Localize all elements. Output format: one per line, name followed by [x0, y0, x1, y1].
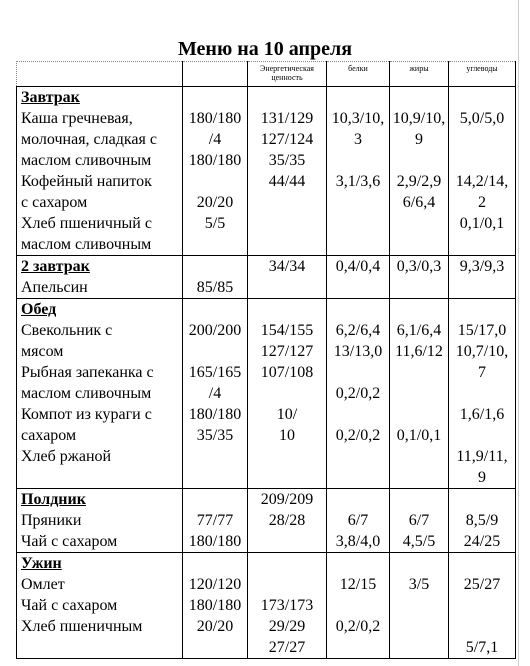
- weight-cell: [183, 87, 248, 256]
- cell-line: [327, 87, 389, 108]
- page-edge-line: [518, 0, 519, 666]
- cell-line: [327, 150, 389, 171]
- cell-line: маслом сливочным: [21, 236, 152, 253]
- weight-cell: [183, 489, 248, 553]
- energy-cell: [248, 299, 327, 489]
- protein-cell: [327, 553, 390, 659]
- cell-line: 35/35: [196, 427, 234, 444]
- cell-line: 9: [478, 469, 486, 486]
- weight-cell: [183, 256, 248, 299]
- fat-cell: [390, 553, 449, 659]
- cell-line: мясом: [21, 343, 64, 360]
- cell-line: 34/34: [268, 258, 306, 275]
- cell-line: [390, 150, 448, 171]
- cell-line: [327, 595, 389, 616]
- cell-line: 5/5: [204, 215, 226, 232]
- carb-cell: [449, 489, 516, 553]
- cell-line: 6/7: [347, 512, 369, 529]
- meal-section-row: [17, 299, 516, 489]
- cell-line: [390, 595, 448, 616]
- cell-line: [390, 553, 448, 574]
- fat-cell: [390, 489, 449, 553]
- cell-line: [327, 489, 389, 510]
- cell-line: 9: [415, 131, 423, 148]
- cell-line: 180/180: [188, 406, 242, 423]
- cell-line: [183, 234, 247, 255]
- cell-line: [390, 87, 448, 108]
- cell-line: [183, 446, 247, 467]
- cell-line: 24/25: [463, 533, 501, 550]
- cell-line: 35/35: [268, 152, 306, 169]
- table-header-row: [17, 62, 516, 87]
- cell-line: 12/15: [339, 576, 377, 593]
- cell-line: [248, 553, 326, 574]
- cell-line: [183, 341, 247, 362]
- cell-line: 0,4/0,4: [335, 258, 381, 275]
- cell-line: Свекольник с: [21, 322, 113, 339]
- cell-line: [327, 553, 389, 574]
- carb-cell: [449, 256, 516, 299]
- cell-line: 6/6,4: [402, 194, 436, 211]
- cell-line: 107/108: [260, 364, 314, 381]
- cell-line: [390, 616, 448, 637]
- cell-line: 127/127: [260, 343, 314, 360]
- page-title: Меню на 10 апреля: [177, 38, 353, 60]
- fat-cell: [390, 256, 449, 299]
- cell-line: Каша гречневая,: [21, 110, 133, 127]
- cell-line: Чай с сахаром: [21, 597, 118, 614]
- cell-line: [449, 553, 515, 574]
- cell-line: [327, 446, 389, 467]
- cell-line: 10: [279, 427, 295, 444]
- cell-line: [390, 383, 448, 404]
- cell-line: [183, 87, 247, 108]
- cell-line: 0,1/0,1: [396, 427, 442, 444]
- cell-line: [327, 277, 389, 298]
- cell-line: [248, 446, 326, 467]
- carb-cell: [449, 87, 516, 256]
- cell-line: Рыбная запеканка с: [21, 364, 154, 381]
- cell-line: 10,3/10,: [331, 110, 385, 127]
- cell-line: 27/27: [268, 639, 306, 656]
- cell-line: [449, 87, 515, 108]
- cell-line: Омлет: [21, 576, 65, 593]
- dish-name-cell: [17, 256, 183, 299]
- cell-line: 1,6/1,6: [459, 406, 505, 423]
- cell-line: [390, 213, 448, 234]
- cell-line: [449, 277, 515, 298]
- cell-line: [183, 489, 247, 510]
- cell-line: 6/7: [408, 512, 430, 529]
- cell-line: 0,2/0,2: [335, 618, 381, 635]
- meal-heading: Завтрак: [21, 89, 80, 106]
- cell-line: 14,2/14,: [455, 173, 509, 190]
- weight-cell: [183, 299, 248, 489]
- cell-line: 3: [354, 131, 362, 148]
- cell-line: /4: [208, 385, 222, 402]
- cell-line: [183, 256, 247, 277]
- meal-heading: 2 завтрак: [21, 258, 90, 275]
- protein-cell: [327, 256, 390, 299]
- cell-line: Пряники: [21, 512, 82, 529]
- cell-line: 154/155: [260, 322, 314, 339]
- cell-line: [390, 446, 448, 467]
- cell-line: [449, 595, 515, 616]
- cell-line: 11,9/11,: [456, 448, 508, 465]
- header-protein-cell: белки: [327, 62, 390, 87]
- cell-line: 2,9/2,9: [396, 173, 442, 190]
- header-weight-cell: [183, 62, 248, 87]
- cell-line: [248, 277, 326, 298]
- cell-line: [449, 489, 515, 510]
- cell-line: [248, 383, 326, 404]
- fat-cell: [390, 87, 449, 256]
- protein-cell: [327, 489, 390, 553]
- meal-section-row: [17, 87, 516, 256]
- cell-line: [449, 234, 515, 255]
- cell-line: Компот из кураги с: [21, 406, 152, 423]
- cell-line: 3/5: [408, 576, 430, 593]
- cell-line: [449, 383, 515, 404]
- cell-line: с сахаром: [21, 194, 88, 211]
- cell-line: 15/17,0: [457, 322, 507, 339]
- cell-line: 20/20: [196, 194, 234, 211]
- cell-line: 173/173: [260, 597, 314, 614]
- cell-line: 13/13,0: [333, 343, 383, 360]
- header-energy-cell: Энергетическая ценность: [248, 62, 327, 87]
- cell-line: Хлеб пшеничный с: [21, 215, 152, 232]
- cell-line: [248, 192, 326, 213]
- cell-line: 85/85: [196, 279, 234, 296]
- cell-line: Апельсин: [21, 279, 88, 296]
- cell-line: 6,2/6,4: [335, 322, 381, 339]
- cell-line: [248, 213, 326, 234]
- energy-cell: [248, 489, 327, 553]
- cell-line: [327, 234, 389, 255]
- cell-line: Кофейный напиток: [21, 173, 152, 190]
- cell-line: 25/27: [463, 576, 501, 593]
- cell-line: [390, 404, 448, 425]
- cell-line: 120/120: [188, 576, 242, 593]
- energy-cell: [248, 256, 327, 299]
- cell-line: 4,5/5: [402, 533, 436, 550]
- cell-line: 2: [478, 194, 486, 211]
- meal-section-row: [17, 553, 516, 659]
- energy-cell: [248, 87, 327, 256]
- cell-line: молочная, сладкая с: [21, 131, 157, 148]
- cell-line: [327, 299, 389, 320]
- cell-line: 20/20: [196, 618, 234, 635]
- cell-line: 29/29: [268, 618, 306, 635]
- protein-cell: [327, 87, 390, 256]
- cell-line: [390, 277, 448, 298]
- cell-line: Чай с сахаром: [21, 533, 118, 550]
- cell-line: [248, 87, 326, 108]
- cell-line: 180/180: [188, 533, 242, 550]
- cell-line: [248, 234, 326, 255]
- cell-line: [327, 213, 389, 234]
- cell-line: [248, 574, 326, 595]
- weight-cell: [183, 553, 248, 659]
- cell-line: [183, 553, 247, 574]
- menu-table: [16, 61, 516, 659]
- cell-line: 3,1/3,6: [335, 173, 381, 190]
- header-name-cell: [17, 62, 183, 87]
- cell-line: 7: [478, 364, 486, 381]
- cell-line: 5/7,1: [465, 639, 499, 656]
- cell-line: Хлеб ржаной: [21, 448, 112, 465]
- header-fat-cell: жиры: [390, 62, 449, 87]
- cell-line: 10/: [276, 406, 298, 423]
- cell-line: 44/44: [268, 173, 306, 190]
- dish-name-cell: [17, 299, 183, 489]
- cell-line: 209/209: [260, 491, 314, 508]
- header-carb-cell: углеводы: [449, 62, 516, 87]
- cell-line: 6,1/6,4: [396, 322, 442, 339]
- cell-line: 180/180: [188, 597, 242, 614]
- cell-line: сахаром: [21, 427, 77, 444]
- cell-line: [390, 234, 448, 255]
- cell-line: маслом сливочным: [21, 152, 152, 169]
- cell-line: [449, 129, 515, 150]
- cell-line: 165/165: [188, 364, 242, 381]
- cell-line: 10,7/10,: [455, 343, 509, 360]
- cell-line: 131/129: [260, 110, 314, 127]
- cell-line: [248, 299, 326, 320]
- cell-line: 127/124: [260, 131, 314, 148]
- cell-line: 3,8/4,0: [335, 533, 381, 550]
- cell-line: 9,3/9,3: [459, 258, 505, 275]
- fat-cell: [390, 299, 449, 489]
- carb-cell: [449, 553, 516, 659]
- cell-line: [248, 531, 326, 552]
- cell-line: 5,0/5,0: [459, 110, 505, 127]
- cell-line: 200/200: [188, 322, 242, 339]
- cell-line: 8,5/9: [465, 512, 499, 529]
- cell-line: [449, 150, 515, 171]
- cell-line: [449, 299, 515, 320]
- cell-line: маслом сливочным: [21, 385, 152, 402]
- cell-line: [327, 192, 389, 213]
- cell-line: [390, 362, 448, 383]
- cell-line: [327, 362, 389, 383]
- cell-line: 28/28: [268, 512, 306, 529]
- cell-line: [183, 171, 247, 192]
- cell-line: 77/77: [196, 512, 234, 529]
- carb-cell: [449, 299, 516, 489]
- cell-line: 0,2/0,2: [335, 427, 381, 444]
- cell-line: 0,1/0,1: [459, 215, 505, 232]
- cell-line: [449, 616, 515, 637]
- dish-name-cell: [17, 553, 183, 659]
- cell-line: 11,6/12: [395, 343, 443, 360]
- cell-line: /4: [208, 131, 222, 148]
- cell-line: [327, 404, 389, 425]
- cell-line: [449, 425, 515, 446]
- protein-cell: [327, 299, 390, 489]
- meal-heading: Полдник: [21, 491, 86, 508]
- dish-name-cell: [17, 87, 183, 256]
- cell-line: [390, 299, 448, 320]
- meal-section-row: [17, 256, 516, 299]
- cell-line: 0,2/0,2: [335, 385, 381, 402]
- meal-heading: Ужин: [21, 555, 62, 572]
- cell-line: 180/180: [188, 152, 242, 169]
- cell-line: 10,9/10,: [392, 110, 446, 127]
- cell-line: [390, 489, 448, 510]
- dish-name-cell: [17, 489, 183, 553]
- cell-line: [183, 299, 247, 320]
- meal-heading: Обед: [21, 301, 57, 318]
- cell-line: 0,3/0,3: [396, 258, 442, 275]
- meal-section-row: [17, 489, 516, 553]
- energy-cell: [248, 553, 327, 659]
- cell-line: Хлеб пшеничным: [21, 618, 143, 635]
- cell-line: 180/180: [188, 110, 242, 127]
